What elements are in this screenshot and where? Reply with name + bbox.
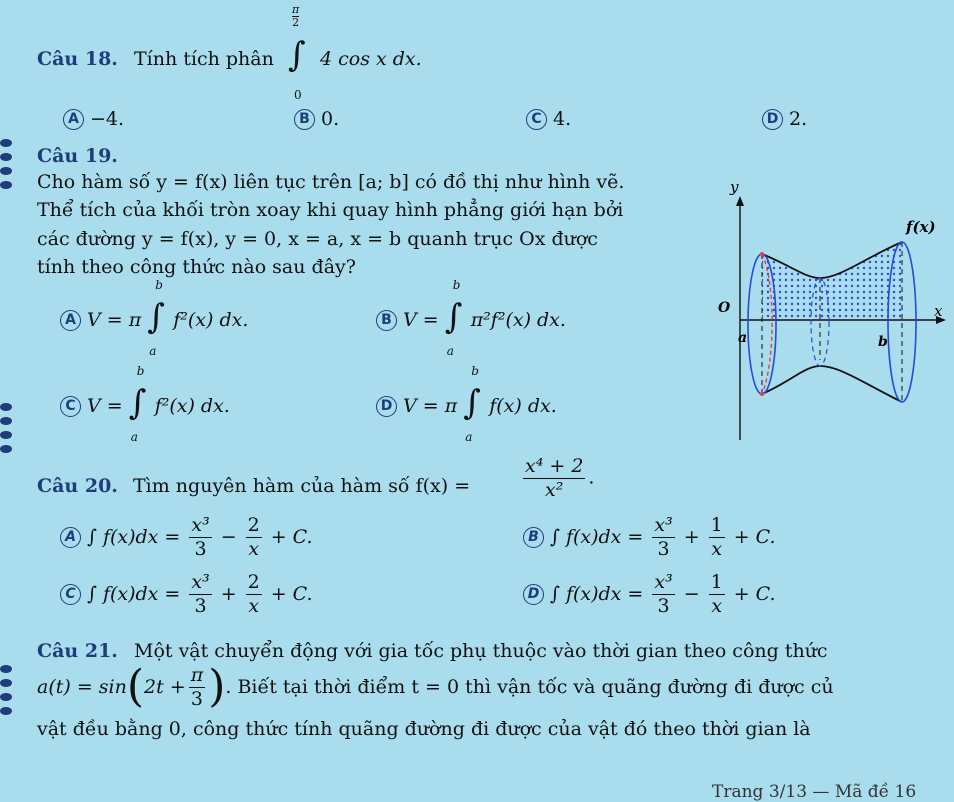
q19-d-lower: a: [465, 430, 473, 444]
q20-b-t2den: x: [711, 537, 723, 560]
q20-c-t2num: 2: [247, 571, 260, 593]
q18-option-c[interactable]: [526, 108, 571, 130]
q20-a-t2num: 2: [247, 514, 260, 536]
option-c-marker: C: [60, 584, 81, 605]
q18-upper-den: 2: [292, 15, 300, 29]
q19-option-a[interactable]: [60, 278, 249, 358]
q20-b-t1den: 3: [657, 537, 670, 560]
q20-c-op: +: [220, 583, 237, 606]
q21-pi-den: 3: [190, 687, 204, 710]
origin-label: O: [718, 300, 731, 316]
q20-d-op: −: [683, 583, 700, 606]
q20-c-lhs: ∫ f(x)dx =: [87, 583, 181, 606]
q20-a-tail: + C.: [270, 526, 313, 549]
q20-a-t1num: x³: [191, 514, 210, 536]
q20-c-t2den: x: [248, 594, 260, 617]
point-a-top: [760, 252, 764, 256]
q20-den: x²: [545, 478, 564, 501]
q20-b-op: +: [683, 526, 700, 549]
page-footer: Trang 3/13 — Mã đề 16: [712, 782, 917, 802]
q21-pi-num: π: [190, 664, 204, 686]
q21-margin-dots: [0, 665, 12, 715]
q19-c-upper: b: [136, 364, 145, 378]
option-a-marker: A: [60, 310, 81, 331]
q19-b-upper: b: [452, 278, 461, 292]
q20-c-t1den: 3: [194, 594, 207, 617]
q20-option-b[interactable]: [523, 514, 776, 561]
q20-c-t1num: x³: [191, 571, 210, 593]
q19-option-c-lhs: V =: [87, 395, 123, 417]
q19-option-a-integral: [147, 278, 167, 358]
q20-d-lhs: ∫ f(x)dx =: [550, 583, 644, 606]
q19-option-a-lhs: V = π: [87, 309, 142, 331]
q19-option-d-lhs: V = π: [403, 395, 458, 417]
q18-lower-limit: 0: [294, 88, 302, 102]
q18-option-c-text: 4.: [553, 108, 572, 130]
q20-prompt: Tìm nguyên hàm của hàm số f(x) =: [133, 475, 471, 497]
q19-line2: Thể tích của khối tròn xoay khi quay hình phẳng giới hạn bởi: [37, 199, 624, 221]
q18-prompt: Tính tích phân: [134, 48, 274, 70]
q21-line2-rest: . Biết tại thời điểm t = 0 thì vận tốc và quãng đường đi được củ: [225, 676, 834, 699]
y-axis-label: y: [730, 178, 739, 196]
q19-option-b-integral: [444, 278, 465, 358]
x-axis-label: x: [934, 302, 943, 320]
q20-d-tail: + C.: [733, 583, 776, 606]
option-a-marker: A: [63, 109, 84, 130]
q18-upper-limit: [292, 4, 299, 28]
q20-b-t1num: x³: [654, 514, 673, 536]
option-d-marker: D: [523, 584, 544, 605]
q19-line4: tính theo công thức nào sau đây?: [37, 256, 356, 278]
q18-label: Câu 18.: [37, 48, 118, 70]
option-c-marker: C: [526, 109, 547, 130]
q19-option-b-body: π²f²(x) dx.: [470, 309, 566, 331]
q21-inner: 2t +: [144, 676, 186, 699]
option-d-marker: D: [376, 396, 397, 417]
q19-d-upper: b: [471, 364, 479, 378]
option-c-marker: C: [60, 396, 81, 417]
q19-option-c-integral: [128, 364, 149, 444]
q19-option-d[interactable]: [376, 364, 557, 444]
q21-close-paren: ): [208, 664, 226, 711]
option-b-marker: B: [294, 109, 315, 130]
q18-option-d[interactable]: [762, 108, 807, 130]
q19-option-c-body: f²(x) dx.: [154, 395, 230, 417]
q20-a-lhs: ∫ f(x)dx =: [87, 526, 181, 549]
q18-option-a-text: −4.: [90, 108, 125, 130]
q19-option-d-integral: [463, 364, 483, 444]
q20-d-t2num: 1: [710, 571, 723, 593]
q20-b-tail: + C.: [733, 526, 776, 549]
q19-option-a-body: f²(x) dx.: [173, 309, 249, 331]
q20-d-t2den: x: [711, 594, 723, 617]
option-b-marker: B: [523, 527, 544, 548]
q19-d-sign: ∫: [463, 383, 481, 423]
q18-integral-sign: ∫: [288, 35, 306, 75]
q18-integrand: 4 cos x dx.: [320, 48, 422, 70]
q19-margin-dots: [0, 139, 12, 189]
q21-label: Câu 21.: [37, 640, 118, 662]
q20-option-a[interactable]: [60, 514, 313, 561]
option-d-marker: D: [762, 109, 783, 130]
q20-num: x⁴ + 2: [525, 455, 584, 477]
q20-a-t1den: 3: [194, 537, 207, 560]
q19-b-lower: a: [446, 344, 454, 358]
q19-line3: các đường y = f(x), y = 0, x = a, x = b quanh trục Ox được: [37, 228, 598, 250]
q21-formula-line: [37, 664, 954, 711]
solid-of-revolution-figure: [700, 170, 954, 450]
q20-b-lhs: ∫ f(x)dx =: [550, 526, 644, 549]
b-label: b: [878, 334, 888, 350]
q19-option-b[interactable]: [376, 278, 566, 358]
q18-option-b-text: 0.: [321, 108, 340, 130]
q21-line1: Một vật chuyển động với gia tốc phụ thuộc vào thời gian theo công thức: [134, 640, 828, 662]
q19-option-d-body: f(x) dx.: [489, 395, 557, 417]
q20-option-c[interactable]: [60, 571, 313, 618]
q21-line3: vật đều bằng 0, công thức tính quãng đường đi được của vật đó theo thời gian là: [37, 718, 811, 740]
q18-option-d-text: 2.: [789, 108, 808, 130]
q19-a-upper: b: [155, 278, 163, 292]
q20-d-t1den: 3: [657, 594, 670, 617]
y-axis-arrow-icon: [736, 196, 744, 206]
q19-c-sign: ∫: [128, 383, 147, 423]
q19-line1: Cho hàm số y = f(x) liên tục trên [a; b] có đồ thị như hình vẽ.: [37, 171, 625, 193]
q20-fraction: $\frac{\text{x⁴ + 2}}{\text{x²}}$ .: [525, 455, 595, 501]
q19-option-b-lhs: V =: [403, 309, 439, 331]
option-b-marker: B: [376, 310, 397, 331]
q21-open-paren: (: [126, 664, 145, 711]
q19-c-lower: a: [130, 430, 138, 444]
q19-option-c[interactable]: [60, 364, 230, 444]
q20-b-t2num: 1: [710, 514, 723, 536]
q20-a-t2den: x: [248, 537, 260, 560]
q20-a-op: −: [220, 526, 237, 549]
q19-margin-dots-2: [0, 393, 12, 453]
curve-label: f(x): [906, 218, 936, 236]
q20-c-tail: + C.: [270, 583, 313, 606]
q18-upper-num: π: [292, 3, 300, 16]
q20-label: Câu 20.: [37, 475, 118, 497]
q18-option-b[interactable]: [294, 108, 339, 130]
option-a-marker: A: [60, 527, 81, 548]
q19-label: Câu 19.: [37, 145, 118, 167]
q19-a-sign: ∫: [147, 297, 165, 337]
q19-b-sign: ∫: [444, 297, 463, 337]
point-a-bottom: [760, 392, 764, 396]
q20-d-t1num: x³: [654, 571, 673, 593]
q18-option-a[interactable]: [63, 108, 124, 130]
q21-a-lhs: a(t) = sin: [37, 676, 127, 699]
a-label: a: [738, 330, 748, 346]
q19-a-lower: a: [149, 344, 157, 358]
q20-option-d[interactable]: [523, 571, 776, 618]
curve-reflected: [762, 366, 902, 402]
